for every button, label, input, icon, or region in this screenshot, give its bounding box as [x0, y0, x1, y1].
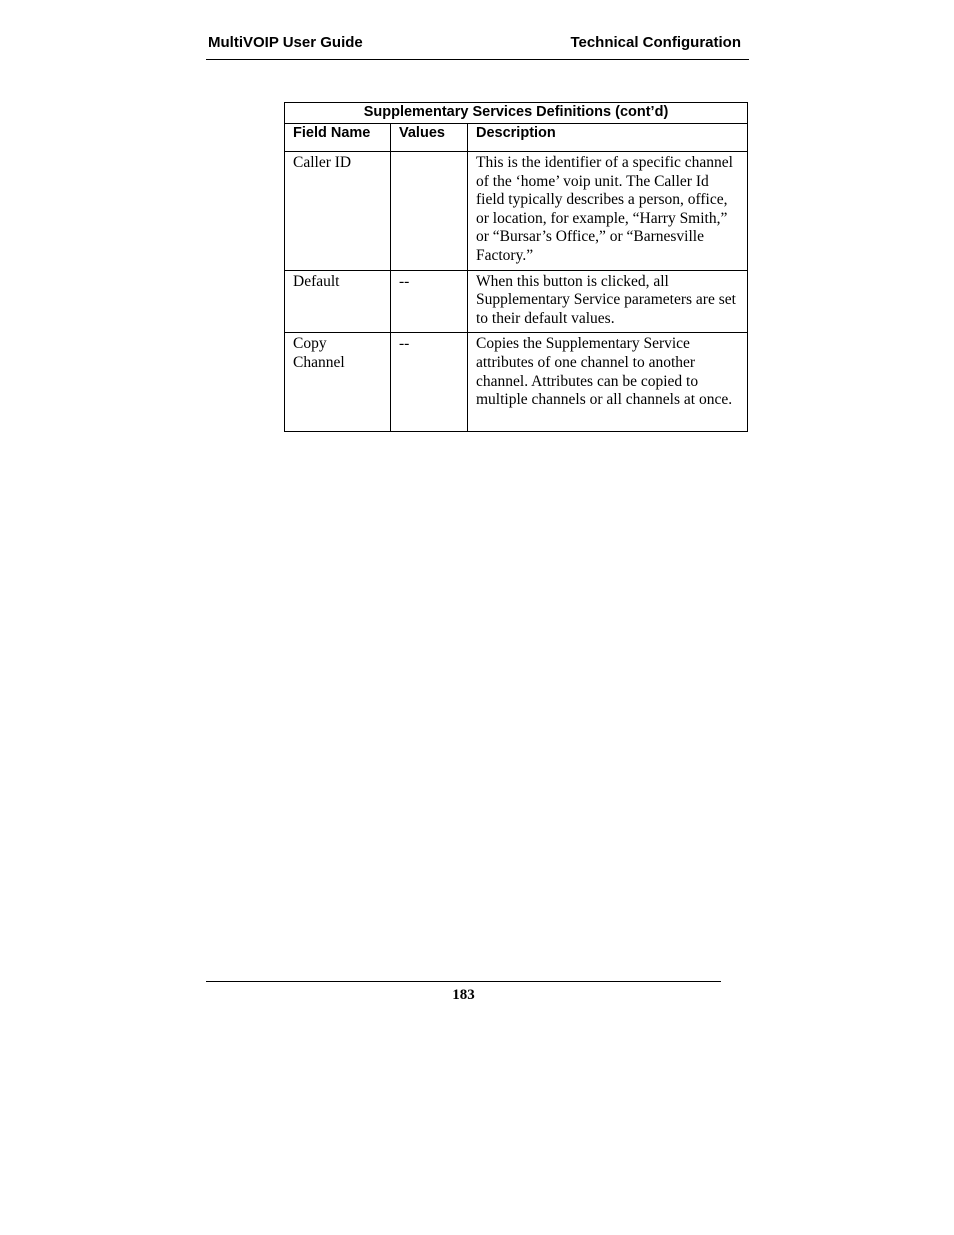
- header-document-title: MultiVOIP User Guide: [208, 34, 363, 51]
- table-header-row: [285, 124, 748, 152]
- table-row: [285, 333, 748, 432]
- header-section-title: Technical Configuration: [570, 34, 741, 51]
- values-cell: --: [391, 270, 468, 333]
- column-header-field-name: Field Name: [285, 124, 391, 152]
- field-name-cell: Copy Channel: [285, 333, 391, 432]
- description-cell: This is the identifier of a specific channel of the ‘home’ voip unit. The Caller Id field typically describes a person, office, or location, for example, “Harry Smith,” or “Bursar’s Office,” or “Barnesville Factory.”: [468, 152, 748, 271]
- column-header-values: Values: [391, 124, 468, 152]
- page-header: [206, 33, 749, 60]
- description-cell: Copies the Supplementary Service attributes of one channel to another channel. Attributes can be copied to multiple channels or all channels at once.: [468, 333, 748, 432]
- table-title: Supplementary Services Definitions (cont’d): [285, 103, 748, 124]
- description-cell: When this button is clicked, all Supplementary Service parameters are set to their default values.: [468, 270, 748, 333]
- values-cell: [391, 152, 468, 271]
- table-title-row: [285, 103, 748, 124]
- footer-divider: [206, 981, 721, 982]
- definitions-table: [284, 102, 748, 432]
- field-name-cell: Default: [285, 270, 391, 333]
- values-cell: --: [391, 333, 468, 432]
- table-row: [285, 152, 748, 271]
- page-number: 183: [452, 987, 475, 1003]
- table-row: [285, 270, 748, 333]
- column-header-description: Description: [468, 124, 748, 152]
- field-name-cell: Caller ID: [285, 152, 391, 271]
